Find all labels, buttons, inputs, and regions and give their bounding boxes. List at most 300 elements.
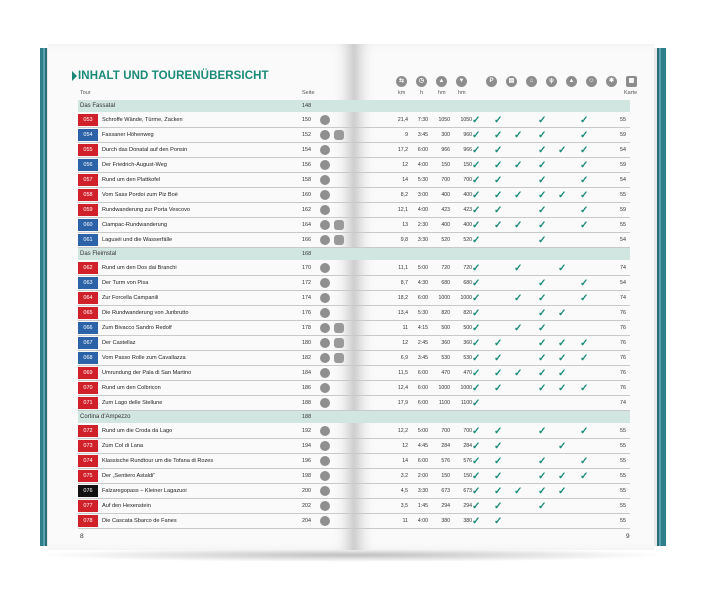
tour-row-details xyxy=(354,128,630,143)
section-name: Das Fleimstal xyxy=(80,251,117,257)
tour-ascent: 720 xyxy=(441,265,450,271)
difficulty-icon xyxy=(320,293,330,303)
tour-hours: 3:30 xyxy=(417,488,428,494)
section-page: 188 xyxy=(302,414,312,420)
tour-row-details xyxy=(354,366,630,381)
tour-page: 198 xyxy=(302,473,311,479)
check-icon: ✓ xyxy=(472,426,481,437)
tour-map-number: 55 xyxy=(620,117,626,123)
check-icon: ✓ xyxy=(538,278,547,289)
tour-row xyxy=(78,366,354,381)
check-icon: ✓ xyxy=(558,368,567,379)
tour-ascent: 680 xyxy=(441,280,450,286)
tour-row xyxy=(78,173,354,188)
section-header-band xyxy=(354,100,630,112)
tour-km: 14 xyxy=(402,458,408,464)
tour-km: 17,9 xyxy=(397,400,408,406)
tour-page: 160 xyxy=(302,192,311,198)
book-shadow xyxy=(38,548,666,562)
check-icon: ✓ xyxy=(558,486,567,497)
tour-name: Vom Sass Pordoi zum Piz Boè xyxy=(102,192,178,198)
tour-hours: 5:30 xyxy=(417,310,428,316)
check-icon: ✓ xyxy=(494,368,503,379)
tour-hours: 4:45 xyxy=(417,443,428,449)
tour-ascent: 423 xyxy=(441,207,450,213)
tour-km: 9 xyxy=(405,132,408,138)
check-icon: ✓ xyxy=(494,190,503,201)
tour-page: 166 xyxy=(302,237,311,243)
tour-map-number: 76 xyxy=(620,385,626,391)
check-icon: ✓ xyxy=(472,383,481,394)
title-arrow-icon xyxy=(72,71,77,81)
section-header-band xyxy=(354,411,630,423)
tour-km: 14 xyxy=(402,177,408,183)
tour-hours: 3:45 xyxy=(417,355,428,361)
tour-hours: 6:00 xyxy=(417,295,428,301)
tour-number-badge: 053 xyxy=(78,114,98,126)
map-icon: ▦ xyxy=(626,76,637,87)
check-icon: ✓ xyxy=(472,501,481,512)
check-icon: ✓ xyxy=(494,486,503,497)
check-icon: ✓ xyxy=(558,145,567,156)
tour-row xyxy=(78,484,354,499)
tour-ascent: 400 xyxy=(441,192,450,198)
tour-page: 188 xyxy=(302,400,311,406)
check-icon: ✓ xyxy=(472,456,481,467)
tour-descent: 966 xyxy=(463,147,472,153)
check-icon: ✓ xyxy=(472,308,481,319)
tour-hours: 6:00 xyxy=(417,147,428,153)
check-icon: ✓ xyxy=(538,235,547,246)
check-icon: ✓ xyxy=(558,471,567,482)
tour-ascent: 300 xyxy=(441,132,450,138)
difficulty-icon xyxy=(320,516,330,526)
tour-km: 11,1 xyxy=(398,265,408,271)
alpine-pasture-icon xyxy=(334,323,344,333)
check-icon: ✓ xyxy=(494,220,503,231)
tour-hours: 5:00 xyxy=(417,265,428,271)
descent-icon: ▼ xyxy=(456,76,467,87)
check-icon: ✓ xyxy=(472,353,481,364)
tour-number-badge: 064 xyxy=(78,292,98,304)
tour-name: Vom Passo Rolle zum Cavallazza xyxy=(102,355,186,361)
tour-page: 182 xyxy=(302,355,311,361)
tour-page: 186 xyxy=(302,385,311,391)
difficulty-icon xyxy=(320,353,330,363)
tour-map-number: 55 xyxy=(620,458,626,464)
tour-name: Fassaner Höhenweg xyxy=(102,132,154,138)
tour-hours: 4:30 xyxy=(417,280,428,286)
section-header xyxy=(78,100,354,112)
page-number-right: 9 xyxy=(626,533,630,540)
tour-km: 11 xyxy=(402,518,408,524)
tour-name: Der Turm von Pisa xyxy=(102,280,149,286)
tour-number-badge: 075 xyxy=(78,470,98,482)
tour-km: 8,2 xyxy=(400,192,408,198)
tour-page: 152 xyxy=(302,132,311,138)
check-icon: ✓ xyxy=(472,160,481,171)
tour-ascent: 700 xyxy=(441,428,450,434)
difficulty-icon xyxy=(320,456,330,466)
tour-page: 172 xyxy=(302,280,311,286)
tour-page: 180 xyxy=(302,340,311,346)
check-icon: ✓ xyxy=(472,471,481,482)
check-icon: ✓ xyxy=(494,160,503,171)
tour-map-number: 55 xyxy=(620,222,626,228)
tour-row-details xyxy=(354,143,630,158)
tour-map-number: 76 xyxy=(620,355,626,361)
tour-ascent: 673 xyxy=(441,488,450,494)
tour-descent: 820 xyxy=(463,310,472,316)
check-icon: ✓ xyxy=(538,368,547,379)
check-icon: ✓ xyxy=(558,383,567,394)
tour-page: 170 xyxy=(302,265,311,271)
tour-row-details xyxy=(354,381,630,396)
tour-row xyxy=(78,158,354,173)
difficulty-icon xyxy=(320,486,330,496)
tour-hours: 4:00 xyxy=(417,162,428,168)
check-icon: ✓ xyxy=(514,323,523,334)
parking-icon: P xyxy=(486,76,497,87)
tour-ascent: 150 xyxy=(441,162,450,168)
check-icon: ✓ xyxy=(538,323,547,334)
difficulty-icon xyxy=(320,190,330,200)
tour-name: Der Friedrich-August-Weg xyxy=(102,162,167,168)
page-title: INHALT UND TOURENÜBERSICHT xyxy=(78,70,269,82)
check-icon: ✓ xyxy=(472,486,481,497)
tour-row xyxy=(78,218,354,233)
check-icon: ✓ xyxy=(538,383,547,394)
tour-descent: 380 xyxy=(463,518,472,524)
check-icon: ✓ xyxy=(472,398,481,409)
alpine-pasture-icon xyxy=(334,220,344,230)
tour-row xyxy=(78,321,354,336)
tour-km: 12 xyxy=(402,340,408,346)
tour-number-badge: 067 xyxy=(78,337,98,349)
check-icon: ✓ xyxy=(472,338,481,349)
check-icon: ✓ xyxy=(538,308,547,319)
tour-hours: 2:45 xyxy=(417,340,428,346)
tour-row xyxy=(78,233,354,248)
check-icon: ✓ xyxy=(580,471,589,482)
check-icon: ✓ xyxy=(580,175,589,186)
tour-descent: 680 xyxy=(463,280,472,286)
tour-ascent: 1100 xyxy=(438,400,450,406)
check-icon: ✓ xyxy=(494,145,503,156)
tour-number-badge: 062 xyxy=(78,262,98,274)
tour-number-badge: 055 xyxy=(78,144,98,156)
tour-km: 12,1 xyxy=(397,207,408,213)
tour-page: 156 xyxy=(302,162,311,168)
tour-number-badge: 073 xyxy=(78,440,98,452)
bus-icon: ▤ xyxy=(506,76,517,87)
check-icon: ✓ xyxy=(494,205,503,216)
tour-name: Laguséi und die Wasserfälle xyxy=(102,237,173,243)
difficulty-icon xyxy=(320,145,330,155)
check-icon: ✓ xyxy=(580,130,589,141)
tour-km: 21,4 xyxy=(397,117,408,123)
check-icon: ✓ xyxy=(580,426,589,437)
tour-page: 204 xyxy=(302,518,311,524)
tour-row-details xyxy=(354,351,630,366)
check-icon: ✓ xyxy=(580,353,589,364)
tour-hours: 3:30 xyxy=(417,237,428,243)
tour-number-badge: 057 xyxy=(78,174,98,186)
tour-row-details xyxy=(354,484,630,499)
check-icon: ✓ xyxy=(538,338,547,349)
check-icon: ✓ xyxy=(494,115,503,126)
tour-map-number: 76 xyxy=(620,340,626,346)
check-icon: ✓ xyxy=(494,353,503,364)
tour-ascent: 380 xyxy=(441,518,450,524)
tour-ascent: 576 xyxy=(441,458,450,464)
tour-row xyxy=(78,381,354,396)
tour-name: Rundwanderung zur Porta Vescovo xyxy=(102,207,191,213)
tour-descent: 1000 xyxy=(460,295,472,301)
tour-number-badge: 061 xyxy=(78,234,98,246)
tour-name: Zum Col di Lana xyxy=(102,443,144,449)
tour-hours: 4:00 xyxy=(417,518,428,524)
tour-km: 4,5 xyxy=(400,488,408,494)
check-icon: ✓ xyxy=(538,160,547,171)
tour-row-details xyxy=(354,261,630,276)
check-icon: ✓ xyxy=(472,323,481,334)
tour-page: 158 xyxy=(302,177,311,183)
tour-km: 12 xyxy=(402,443,408,449)
tour-name: Klassische Rundtour um die Tofana di Rozes xyxy=(102,458,214,464)
check-icon: ✓ xyxy=(472,293,481,304)
tour-hours: 5:30 xyxy=(417,177,428,183)
tour-row xyxy=(78,499,354,514)
section-header xyxy=(78,248,354,260)
tour-number-badge: 071 xyxy=(78,397,98,409)
tour-map-number: 55 xyxy=(620,503,626,509)
tour-km: 8,7 xyxy=(400,280,408,286)
tour-row-details xyxy=(354,158,630,173)
check-icon: ✓ xyxy=(494,175,503,186)
tour-descent: 284 xyxy=(463,443,472,449)
tour-descent: 1050 xyxy=(460,117,472,123)
tour-hours: 3:00 xyxy=(417,192,428,198)
check-icon: ✓ xyxy=(580,338,589,349)
check-icon: ✓ xyxy=(472,368,481,379)
tour-descent: 1000 xyxy=(460,385,472,391)
check-icon: ✓ xyxy=(514,220,523,231)
legend-icon-row xyxy=(354,76,654,88)
tour-row-details xyxy=(354,439,630,454)
tour-descent: 150 xyxy=(463,162,472,168)
tour-map-number: 59 xyxy=(620,162,626,168)
check-icon: ✓ xyxy=(558,190,567,201)
tour-km: 18,2 xyxy=(397,295,408,301)
page-number-left: 8 xyxy=(80,533,84,540)
check-icon: ✓ xyxy=(538,486,547,497)
tour-name: Zum Lago delle Stellune xyxy=(102,400,163,406)
check-icon: ✓ xyxy=(494,456,503,467)
open-guidebook xyxy=(40,44,666,550)
check-icon: ✓ xyxy=(538,426,547,437)
tour-number-badge: 070 xyxy=(78,382,98,394)
check-icon: ✓ xyxy=(538,205,547,216)
tour-descent: 470 xyxy=(463,370,472,376)
check-icon: ✓ xyxy=(538,115,547,126)
check-icon: ✓ xyxy=(514,293,523,304)
column-header-km: km xyxy=(398,90,406,96)
tour-number-badge: 069 xyxy=(78,367,98,379)
duration-icon: ◷ xyxy=(416,76,427,87)
check-icon: ✓ xyxy=(514,130,523,141)
check-icon: ✓ xyxy=(538,130,547,141)
tour-number-badge: 058 xyxy=(78,189,98,201)
tour-row-details xyxy=(354,469,630,484)
difficulty-icon xyxy=(320,278,330,288)
tour-descent: 294 xyxy=(463,503,472,509)
tour-descent: 673 xyxy=(463,488,472,494)
tour-row-details xyxy=(354,321,630,336)
section-header xyxy=(78,411,354,423)
check-icon: ✓ xyxy=(558,353,567,364)
tour-km: 11 xyxy=(402,325,408,331)
tour-name: Ciampac-Rundwanderung xyxy=(102,222,167,228)
check-icon: ✓ xyxy=(494,383,503,394)
tour-map-number: 54 xyxy=(620,147,626,153)
tour-row-details xyxy=(354,291,630,306)
difficulty-icon xyxy=(320,398,330,408)
summit-icon: ▲ xyxy=(566,76,577,87)
check-icon: ✓ xyxy=(472,220,481,231)
tour-row-details xyxy=(354,276,630,291)
page-edge-right xyxy=(654,48,666,546)
tour-row-details xyxy=(354,454,630,469)
column-header-h: h xyxy=(420,90,424,96)
tour-ascent: 360 xyxy=(441,340,450,346)
difficulty-icon xyxy=(320,426,330,436)
check-icon: ✓ xyxy=(580,456,589,467)
tour-map-number: 55 xyxy=(620,518,626,524)
difficulty-icon xyxy=(320,501,330,511)
tour-descent: 700 xyxy=(463,177,472,183)
check-icon: ✓ xyxy=(558,263,567,274)
ascent-icon: ▲ xyxy=(436,76,447,87)
tour-number-badge: 056 xyxy=(78,159,98,171)
tour-map-number: 76 xyxy=(620,325,626,331)
tour-page: 174 xyxy=(302,295,311,301)
tour-row-details xyxy=(354,306,630,321)
check-icon: ✓ xyxy=(580,220,589,231)
tour-hours: 6:00 xyxy=(417,458,428,464)
tour-row xyxy=(78,454,354,469)
check-icon: ✓ xyxy=(472,441,481,452)
check-icon: ✓ xyxy=(580,293,589,304)
tour-row xyxy=(78,469,354,484)
tour-descent: 530 xyxy=(463,355,472,361)
tour-ascent: 700 xyxy=(441,177,450,183)
tour-hours: 6:00 xyxy=(417,385,428,391)
difficulty-icon xyxy=(320,235,330,245)
tour-km: 11,5 xyxy=(398,370,408,376)
tour-name: Der Castellaz xyxy=(102,340,136,346)
tour-ascent: 400 xyxy=(441,222,450,228)
tour-hours: 4:00 xyxy=(417,207,428,213)
check-icon: ✓ xyxy=(472,235,481,246)
check-icon: ✓ xyxy=(538,456,547,467)
check-icon: ✓ xyxy=(514,486,523,497)
tour-name: Falzaregopass – Kleiner Lagazuoi xyxy=(102,488,187,494)
check-icon: ✓ xyxy=(472,190,481,201)
tour-km: 3,2 xyxy=(400,473,408,479)
tour-km: 12 xyxy=(402,162,408,168)
tour-row-details xyxy=(354,424,630,439)
tour-km: 12,4 xyxy=(397,385,408,391)
tour-km: 17,2 xyxy=(397,147,408,153)
tour-map-number: 74 xyxy=(620,295,626,301)
tour-row-details xyxy=(354,218,630,233)
check-icon: ✓ xyxy=(494,426,503,437)
right-page xyxy=(354,44,654,550)
difficulty-icon xyxy=(320,441,330,451)
tour-ascent: 1050 xyxy=(438,117,450,123)
tour-name: Schroffe Wände, Türme, Zacken xyxy=(102,117,183,123)
tour-name: Auf den Hexenstein xyxy=(102,503,151,509)
check-icon: ✓ xyxy=(580,115,589,126)
column-header-karte: Karte xyxy=(624,90,638,96)
tour-row xyxy=(78,351,354,366)
tour-descent: 500 xyxy=(463,325,472,331)
difficulty-icon xyxy=(320,263,330,273)
alpine-pasture-icon xyxy=(334,353,344,363)
check-icon: ✓ xyxy=(472,145,481,156)
difficulty-icon xyxy=(320,160,330,170)
winter-icon: ✱ xyxy=(606,76,617,87)
check-icon: ✓ xyxy=(472,263,481,274)
tour-ascent: 470 xyxy=(441,370,450,376)
tour-name: Rund um den Plattkofel xyxy=(102,177,161,183)
tour-row xyxy=(78,203,354,218)
tour-ascent: 500 xyxy=(441,325,450,331)
difficulty-icon xyxy=(320,308,330,318)
tour-row-details xyxy=(354,203,630,218)
difficulty-icon xyxy=(320,368,330,378)
alpine-pasture-icon xyxy=(334,338,344,348)
check-icon: ✓ xyxy=(538,471,547,482)
tour-km: 13,4 xyxy=(397,310,408,316)
check-icon: ✓ xyxy=(494,471,503,482)
tour-row xyxy=(78,276,354,291)
check-icon: ✓ xyxy=(514,160,523,171)
check-icon: ✓ xyxy=(494,516,503,527)
column-header-hm-down: hm xyxy=(458,90,466,96)
difficulty-icon xyxy=(320,130,330,140)
tour-number-badge: 060 xyxy=(78,219,98,231)
distance-icon: ⇆ xyxy=(396,76,407,87)
check-icon: ✓ xyxy=(494,441,503,452)
check-icon: ✓ xyxy=(494,338,503,349)
difficulty-icon xyxy=(320,471,330,481)
tour-ascent: 530 xyxy=(441,355,450,361)
tour-hours: 3:45 xyxy=(417,132,428,138)
tour-row-details xyxy=(354,336,630,351)
tour-hours: 1:45 xyxy=(417,503,428,509)
tour-name: Umrundung der Pala di San Martino xyxy=(102,370,192,376)
tour-page: 164 xyxy=(302,222,311,228)
alpine-pasture-icon xyxy=(334,235,344,245)
tour-page: 162 xyxy=(302,207,311,213)
tour-number-badge: 054 xyxy=(78,129,98,141)
check-icon: ✓ xyxy=(580,383,589,394)
difficulty-icon xyxy=(320,220,330,230)
tour-row xyxy=(78,113,354,128)
tour-number-badge: 068 xyxy=(78,352,98,364)
